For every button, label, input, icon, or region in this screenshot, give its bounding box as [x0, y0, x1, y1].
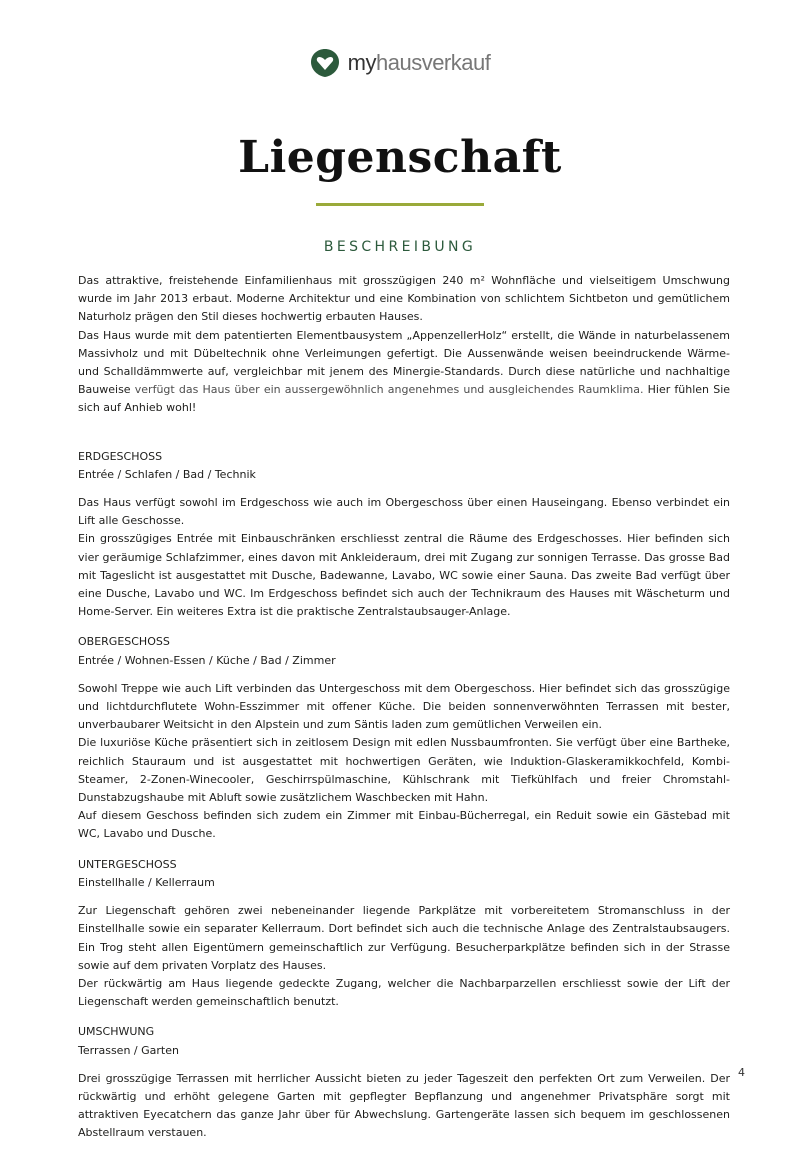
document-body [78, 272, 730, 1155]
section-subheading: Entrée / Schlafen / Bad / Technik [78, 467, 256, 481]
section-paragraph: Sowohl Treppe wie auch Lift verbinden das Untergeschoss mit dem Obergeschoss. Hier befindet sich das grosszügige und lichtdurchflutete Wohn-Esszimmer mit offener Küche. Die beiden sonnenverwöhnten Terrassen mit bester, unverbaubarer Weitsicht in den Alpstein und zum Säntis laden zum gemütlichen Verweilen ein. [78, 681, 730, 732]
section-heading: UNTERGESCHOSS [78, 857, 177, 871]
section-paragraph: Ein grosszügiges Entrée mit Einbauschränken erschliesst zentral die Räume des Erdgeschosses. Hier befinden sich vier geräumige Schlafzimmer, eines davon mit Ankleideraum, drei mit Zugang zur sonnigen Terrasse. Das grosse Bad mit Tageslicht ist ausgestattet mit Dusche, Badewanne, Lavabo, WC sowie einer Sauna. Das zweite Bad verfügt über eine Dusche, Lavabo und WC. Im Erdgeschoss befindet sich auch der Technikraum des Hauses mit Wäscheturm und Home-Server. Ein weiteres Extra ist die praktische Zentralstaubsauger-Anlage. [78, 532, 730, 619]
section-obergeschoss [78, 633, 730, 843]
brand-name-part1: my [347, 50, 376, 75]
section-heading: ERDGESCHOSS [78, 449, 163, 463]
section-subheading: Einstellhalle / Kellerraum [78, 875, 215, 889]
section-paragraph: Das Haus verfügt sowohl im Erdgeschoss wie auch im Obergeschoss über einen Hauseingang. Ebenso verbindet ein Lift alle Geschosse. [78, 496, 730, 528]
brand-name [348, 50, 491, 76]
section-subtitle: BESCHREIBUNG [323, 239, 477, 255]
section-untergeschoss [78, 856, 730, 1012]
intro-paragraph-2-b: verfügt das Haus über ein aussergewöhnlich angenehmes und ausgleichendes Raumklima. [134, 383, 644, 397]
section-paragraph: Der rückwärtig am Haus liegende gedeckte Zugang, welcher die Nachbarparzellen erschliesst sowie der Lift der Liegenschaft werden gemeinschaftlich benutzt. [78, 976, 730, 1009]
section-heading: OBERGESCHOSS [78, 635, 170, 649]
brand-name-part2: hausverkauf [375, 50, 491, 75]
section-paragraph: Drei grosszügige Terrassen mit herrlicher Aussicht bieten zu jeder Tageszeit den perfekten Ort zum Verweilen. Der rückwärtig und erhöht gelegene Garten mit gepflegter Bepflanzung und angenehmer Privatsphäre sorgt mit attraktiven Eyecatchern das ganze Jahr über für Abwechslung. Gartengeräte lassen sich bequem im geschlossenen Abstellraum verstauen. [78, 1071, 730, 1140]
page-number: 4 [738, 1066, 745, 1079]
section-umschwung [78, 1023, 730, 1142]
intro-paragraph-2 [78, 327, 730, 418]
page-title: Liegenschaft [238, 132, 562, 183]
section-paragraph: Zur Liegenschaft gehören zwei nebeneinander liegende Parkplätze mit vorbereitetem Stromanschluss in der Einstellhalle sowie ein separater Kellerraum. Dort befindet sich auch die technische Anlage des Zentralstaubsaugers. Ein Trog steht allen Eigentümern gemeinschaftlich zur Verfügung. Besucherparkplätze befinden sich in der Strasse sowie auf dem privaten Vorplatz des Hauses. [78, 904, 730, 972]
intro-paragraph-2-a: Das Haus wurde mit dem patentierten Elementbausystem „AppenzellerHolz“ erstellt, die Wände in naturbelassenem Massivholz und mit Dübeltechnik ohne Verleimungen gefertigt. Die Aussenwände weisen beeindruckende Wärme- und Schalldämmwerte auf, vergleichbar mit jenem des Minergie-Standards. Durch diese natürliche und nachhaltige Bauweise [78, 328, 730, 397]
section-heading: UMSCHWUNG [78, 1025, 155, 1039]
title-underline [316, 203, 484, 206]
section-subheading: Entrée / Wohnen-Essen / Küche / Bad / Zimmer [78, 653, 336, 667]
heart-shield-icon [310, 48, 340, 78]
section-subheading: Terrassen / Garten [78, 1043, 179, 1057]
section-paragraph: Die luxuriöse Küche präsentiert sich in zeitlosem Design mit edlen Nussbaumfronten. Sie verfügt über eine Bartheke, reichlich Stauraum und ist ausgestattet mit hochwertigen Geräten, wie Induktion-Glaskeramikkochfeld, Kombi-Steamer, 2-Zonen-Winecooler, Geschirrspülmaschine, Kühlschrank mit Tiefkühlfach und freier Chromstahl-Dunstabzugshaube mit Abluft sowie zusätzlichem Waschbecken mit Hahn. [78, 736, 730, 805]
section-paragraph: Auf diesem Geschoss befinden sich zudem ein Zimmer mit Einbau-Bücherregal, ein Reduit sowie ein Gästebad mit WC, Lavabo und Dusche. [78, 809, 730, 841]
brand-logo [0, 48, 800, 78]
intro-paragraph-1: Das attraktive, freistehende Einfamilienhaus mit grosszügigen 240 m² Wohnfläche und vielseitigem Umschwung wurde im Jahr 2013 erbaut. Moderne Architektur und eine Kombination von schlichtem Sichtbeton und gemütlichem Naturholz prägen den Stil dieses hochwertig erbauten Hauses. [78, 274, 730, 324]
section-erdgeschoss [78, 448, 730, 622]
intro-paragraph-2-c: Hier fühlen Sie sich auf Anhieb wohl! [78, 383, 731, 415]
